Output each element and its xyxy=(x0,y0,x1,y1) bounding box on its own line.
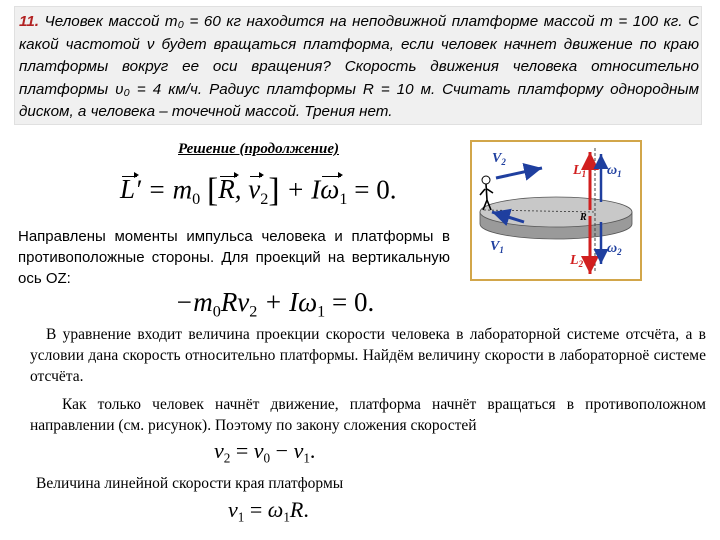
paragraph-velocity-addition: Как только человек начнёт движение, платформа начнёт вращаться в противоположном направлении (см. рисунок). Поэтому по закону сложения скоростей xyxy=(30,396,706,434)
edge-speed-equation: $v_1 = \omega_1R$. xyxy=(228,497,309,525)
paragraph-moments-direction: Направлены моменты импульса человека и платформы в противоположные стороны. Для проекций на вертикальную ось OZ: xyxy=(18,228,450,287)
paragraph-lab-frame: В уравнение входит величина проекции скорости человека в лабораторной системе отсчёта, а в условии дана скорость относительно платформы. Найдём величину скорости в лабораторноё системе отсчёта. xyxy=(30,326,706,385)
problem-statement-box xyxy=(14,6,702,125)
v2-label: $V_2$ xyxy=(492,151,506,167)
solution-heading: Решение (продолжение) xyxy=(178,141,339,157)
platform-disk xyxy=(480,197,632,239)
paragraph-edge-speed: Величина линейной скорости края платформы xyxy=(36,475,344,492)
velocity-addition-equation: $v_2 = v_0 - v_1$. xyxy=(214,438,316,466)
omega2-label: $\omega_2$ xyxy=(607,241,622,257)
problem-text: Человек массой m₀ = 60 кг находится на неподвижной платформе массой m = 100 кг. С какой частотой ν будет вращаться платформа, если человек начнет движение по краю платформы вокруг ее оси вращения? Скорость движения человека относительно платформы υ₀ = 4 км/ч. Радиус платформы R = 10 м. Считать платформу однородным диском, а человека – точечной массой. Трения нет. xyxy=(19,13,699,120)
omega1-label: $\omega_1$ xyxy=(607,163,622,179)
v1-label: $V_1$ xyxy=(490,239,504,255)
rotating-platform-figure xyxy=(470,140,642,281)
projection-equation: $-m_0Rv_2 + I\omega_1 = 0$. xyxy=(175,287,375,321)
angular-momentum-equation: $L' = m_0$ [R, $v_2] + I\omega_1 = 0$. xyxy=(120,172,397,209)
problem-statement xyxy=(19,11,699,124)
problem-number: 11. xyxy=(19,13,39,30)
l2-label: $L_2$ xyxy=(570,253,584,269)
radius-label: R xyxy=(580,212,587,223)
l1-label: $L_1$ xyxy=(573,163,587,179)
